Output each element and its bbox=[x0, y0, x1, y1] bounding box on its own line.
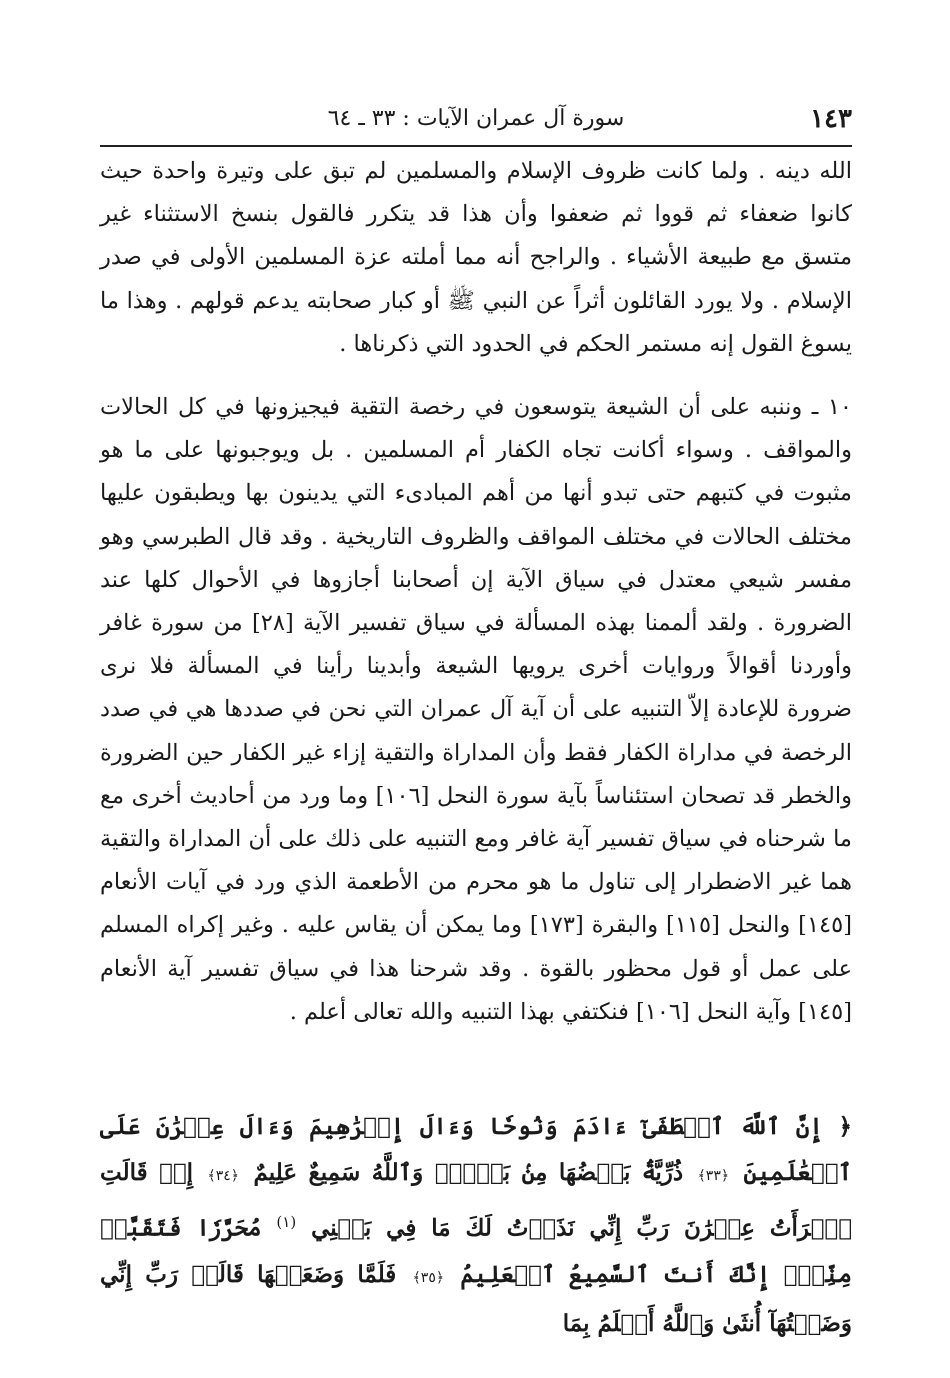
verse-text: فَلَمَّا وَضَعَتۡهَا قَالَتۡ رَبِّ إِنِّي وَضَعۡتُهَآ أُنثَىٰ وَٱللَّهُ أَعۡلَمُ بِمَا bbox=[100, 1260, 852, 1337]
header-rule bbox=[100, 145, 852, 147]
ornate-bracket: ﴿ bbox=[838, 1113, 852, 1140]
page-number: ١٤٣ bbox=[810, 104, 852, 134]
paragraph: الله دينه . ولما كانت ظروف الإسلام والمسلمين لم تبق على وتيرة واحدة حيث كانوا ضعفاء ثم قووا ثم ضعفوا وأن هذا قد يتكرر فالقول بنسخ الاستثناء غير متسق مع طبيعة الأشياء . والراجح أنه مما أملته عزة المسلمين الأولى في صدر الإسلام . ولا يورد القائلون أثراً عن النبي ﷺ أو كبار صحابته يدعم قولهم . وهذا ما يسوغ القول إنه مستمر الحكم في الحدود التي ذكرناها . bbox=[100, 158, 852, 357]
running-title: سورة آل عمران الآيات : ٣٣ ـ ٦٤ bbox=[327, 106, 625, 131]
verse-text: مُحَرَّرٗا فَتَقَبَّلۡ مِنِّيٓۖ إِنَّكَ أَنتَ ٱلسَّمِيعُ ٱلۡعَلِيمُ bbox=[100, 1214, 852, 1288]
verse-text: ذُرِّيَّةَۢ بَعۡضُهَا مِنۢ بَعۡضٖۗ وَٱللَّهُ سَمِيعٌ عَلِيمٌ bbox=[253, 1159, 684, 1186]
page-header bbox=[100, 100, 852, 144]
verse-number: ﴿٣٤﴾ bbox=[207, 1168, 239, 1184]
verse-number: ﴿٣٥﴾ bbox=[412, 1269, 445, 1286]
verse-text: إِنَّ ٱللَّهَ ٱصۡطَفَىٰٓ ءَادَمَ وَنُوحٗا وَءَالَ إِبۡرَٰهِيمَ وَءَالَ عِمۡرَٰنَ عَلَى ٱلۡعَٰلَمِينَ bbox=[100, 1113, 852, 1186]
paragraph: ١٠ ـ وننبه على أن الشيعة يتوسعون في رخصة التقية فيجيزونها في كل الحالات والمواقف . وسواء أكانت تجاه الكفار أم المسلمين . بل ويوجبونها على ما هو مثبوت في كتبهم حتى تبدو أنها من أهم المبادىء التي يدينون بها ويطبقون عليها مختلف الحالات في مختلف المواقف والظروف التاريخية . وقد قال الطبرسي وهو مفسر شيعي معتدل في سياق الآية إن أصحابنا أجازوها في الأحوال كلها عند الضرورة . ولقد ألممنا بهذه المسألة في سياق تفسير الآية [٢٨] من سورة غافر وأوردنا أقوالاً وروايات أخرى يرويها الشيعة وأبدينا رأينا في المسألة فلا نرى ضرورة للإعادة إلاّ التنبيه على أن آية آل عمران التي نحن في صددها هي في صدد الرخصة في مداراة الكفار فقط وأن المداراة والتقية إزاء غير الكفار حين الضرورة والخطر قد تصحان استئناساً بآية سورة النحل [١٠٦] وما ورد من أحاديث أخرى مع ما شرحناه في سياق تفسير آية غافر ومع التنبيه على ذلك على أن المداراة والتقية هما غير الاضطرار إلى تناول ما هو محرم من الأطعمة الذي ورد في آيات الأنعام [١٤٥] والنحل [١١٥] والبقرة [١٧٣] وما يمكن أن يقاس عليه . وغير إكراه المسلم على عمل أو قول محظور بالقوة . وقد شرحنا هذا في سياق تفسير آية الأنعام [١٤٥] وآية النحل [١٠٦] فنكتفي بهذا التنبيه والله تعالى أعلم . bbox=[100, 394, 853, 1025]
quran-verses bbox=[100, 1104, 852, 1347]
verse-text: إِذۡ قَالَتِ ٱمۡرَأَتُ عِمۡرَٰنَ رَبِّ إِنِّي نَذَرۡتُ لَكَ مَا فِي بَطۡنِي bbox=[100, 1159, 853, 1242]
commentary-text bbox=[100, 150, 852, 1034]
verse-number: ﴿٣٣﴾ bbox=[697, 1168, 730, 1184]
footnote-marker: (١) bbox=[276, 1213, 297, 1231]
